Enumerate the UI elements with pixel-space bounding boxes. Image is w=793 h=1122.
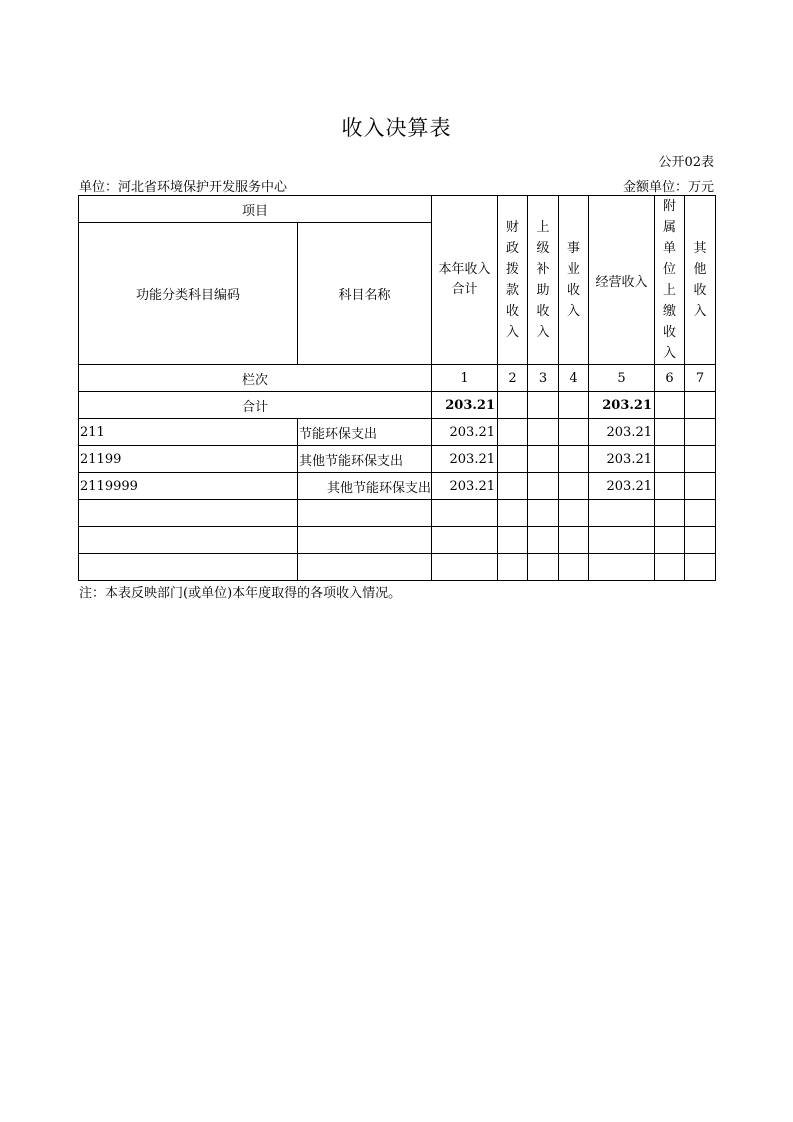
row-value [432, 500, 498, 527]
row-value [685, 419, 716, 446]
row-value [432, 554, 498, 581]
header-superior [528, 196, 559, 365]
row-value [655, 527, 685, 554]
row-value [559, 419, 589, 446]
total-cell [655, 392, 685, 419]
column-number: 6 [655, 365, 685, 392]
row-value [498, 500, 528, 527]
row-value [528, 527, 559, 554]
row-value: 203.21 [432, 419, 498, 446]
row-value [589, 527, 655, 554]
header-total [432, 196, 498, 365]
table-row [79, 554, 716, 581]
row-value: 203.21 [589, 446, 655, 473]
header-project: 项目 [79, 196, 432, 223]
total-label: 合计 [79, 392, 432, 419]
row-value [498, 554, 528, 581]
header-other-label: 其他收入 [693, 241, 707, 319]
row-value: 203.21 [432, 473, 498, 500]
row-value [559, 527, 589, 554]
row-name [298, 554, 432, 581]
column-number: 3 [528, 365, 559, 392]
row-code [79, 500, 298, 527]
row-value: 203.21 [589, 473, 655, 500]
row-value [655, 500, 685, 527]
header-fiscal [498, 196, 528, 365]
row-value [655, 419, 685, 446]
amount-unit: 金额单位：万元 [622, 180, 714, 195]
header-fiscal-label: 财政拨款收入 [505, 220, 519, 340]
row-value [685, 500, 716, 527]
form-number: 公开02表 [658, 155, 714, 170]
row-code [79, 527, 298, 554]
row-value [528, 419, 559, 446]
header-business [559, 196, 589, 365]
row-value [498, 527, 528, 554]
income-table [78, 195, 716, 581]
table-row [79, 473, 716, 500]
total-row [79, 392, 716, 419]
header-superior-label: 上级补助收入 [536, 220, 550, 340]
column-number: 7 [685, 365, 716, 392]
row-name: 其他节能环保支出 [298, 446, 432, 473]
header-name: 科目名称 [298, 223, 432, 365]
row-value [685, 527, 716, 554]
row-value [559, 554, 589, 581]
header-business-label: 事业收入 [566, 241, 580, 319]
row-name: 其他节能环保支出 [298, 473, 432, 500]
row-code [79, 554, 298, 581]
total-cell [559, 392, 589, 419]
row-value [589, 500, 655, 527]
total-cell: 203.21 [589, 392, 655, 419]
row-value [498, 446, 528, 473]
row-name [298, 500, 432, 527]
header-total-label: 本年收入合计 [438, 262, 491, 297]
row-value [685, 554, 716, 581]
row-value [685, 473, 716, 500]
row-value [559, 500, 589, 527]
footnote: 注：本表反映部门(或单位)本年度取得的各项收入情况。 [79, 586, 402, 601]
row-name: 节能环保支出 [298, 419, 432, 446]
row-value [498, 419, 528, 446]
column-number: 5 [589, 365, 655, 392]
column-number: 1 [432, 365, 498, 392]
table-row [79, 419, 716, 446]
total-cell: 203.21 [432, 392, 498, 419]
header-other [685, 196, 716, 365]
total-cell [685, 392, 716, 419]
row-name [298, 527, 432, 554]
column-number: 4 [559, 365, 589, 392]
page-title: 收入决算表 [341, 116, 452, 140]
row-value [559, 446, 589, 473]
total-cell [498, 392, 528, 419]
row-value [528, 554, 559, 581]
row-value [528, 473, 559, 500]
row-value [432, 527, 498, 554]
row-value [685, 446, 716, 473]
row-value [559, 473, 589, 500]
header-code: 功能分类科目编码 [79, 223, 298, 365]
total-cell [528, 392, 559, 419]
row-value: 203.21 [589, 419, 655, 446]
header-affiliated [655, 196, 685, 365]
row-code: 2119999 [79, 473, 298, 500]
row-value [528, 446, 559, 473]
row-value [589, 554, 655, 581]
row-code: 211 [79, 419, 298, 446]
header-affiliated-label: 附属单位上缴收入 [662, 199, 676, 361]
row-value: 203.21 [432, 446, 498, 473]
row-value [498, 473, 528, 500]
row-value [528, 500, 559, 527]
row-value [655, 554, 685, 581]
table-row [79, 446, 716, 473]
column-label: 栏次 [79, 365, 432, 392]
header-operating: 经营收入 [589, 196, 655, 365]
row-value [655, 473, 685, 500]
row-value [655, 446, 685, 473]
row-code: 21199 [79, 446, 298, 473]
unit-name: 单位：河北省环境保护开发服务中心 [79, 180, 288, 195]
column-number: 2 [498, 365, 528, 392]
table-row [79, 500, 716, 527]
table-row [79, 527, 716, 554]
